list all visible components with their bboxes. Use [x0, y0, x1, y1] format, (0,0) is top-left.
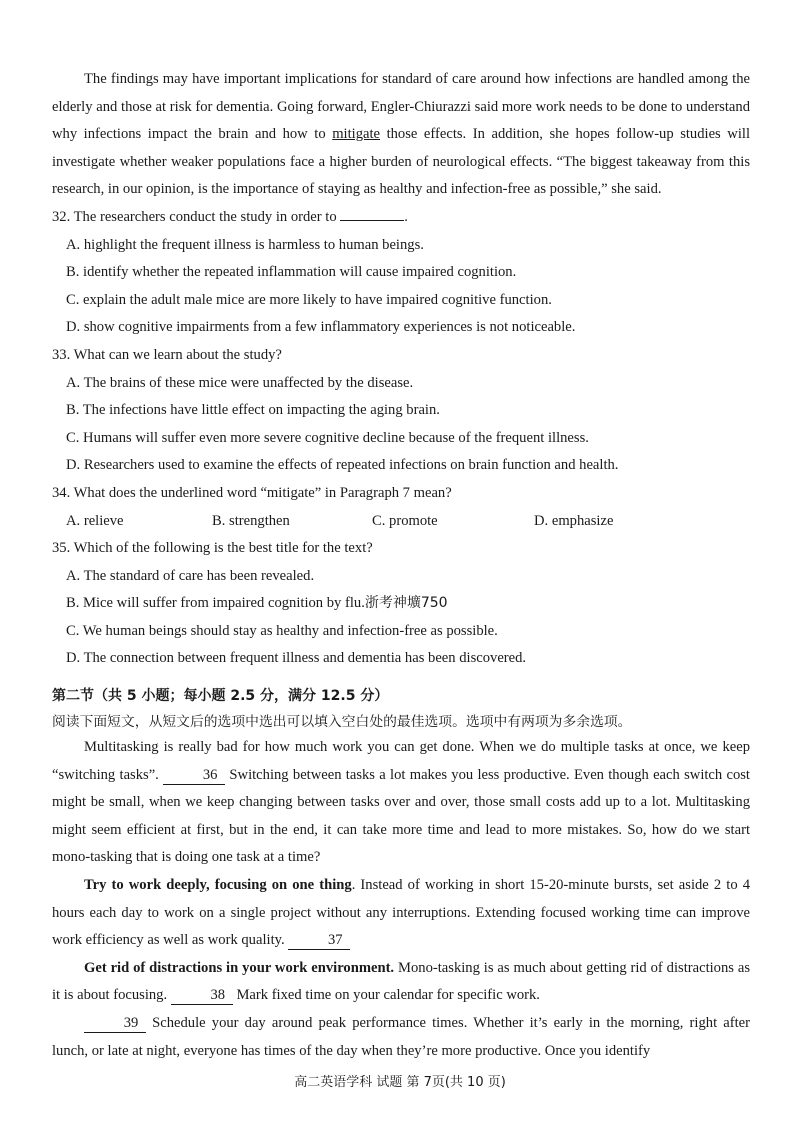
- passage2-paragraph-2: Try to work deeply, focusing on one thing. Instead of working in short 15-20-minute bursts, set aside 2 to 4 hours each day to work on a single project without any interruptions. Extending focused working time can improve work efficiency as well as work quality. 37: [52, 877, 751, 949]
- answer-blank: [340, 205, 404, 221]
- blank-37: 37: [288, 931, 350, 950]
- question-33-option-b: B. The infections have little effect on impacting the aging brain.: [66, 402, 440, 419]
- question-35-option-c: C. We human beings should stay as healthy and infection-free as possible.: [66, 622, 498, 639]
- question-33-option-a: A. The brains of these mice were unaffected by the disease.: [66, 374, 414, 391]
- section-instruction: 阅读下面短文，从短文后的选项中选出可以填入空白处的最佳选项。选项中有两项为多余选项。: [52, 714, 632, 731]
- passage-text-part2: those effects. In addition, she hopes follow-up studies will investigate whether weaker populations face a higher burden of neurological effects. “The biggest takeaway from this research, in our opinion, is the importance of staying as healthy and infection-free as possible,” she said.: [52, 126, 750, 198]
- question-32-option-a: A. highlight the frequent illness is harmless to human beings.: [66, 236, 424, 253]
- blank-36: 36: [163, 766, 225, 785]
- paragraph-2-heading: Try to work deeply, focusing on one thing: [84, 877, 352, 894]
- passage2-paragraph-4: 39 Schedule your day around peak performance times. Whether it’s early in the morning, right after lunch, or late at night, everyone has times of the day when they’re more productive. Once you identify: [52, 1015, 750, 1059]
- question-32-option-b: B. identify whether the repeated inflammation will cause impaired cognition.: [66, 264, 517, 281]
- question-32-stem: 32. The researchers conduct the study in order to .: [52, 204, 750, 232]
- question-34-option-a: A. relieve: [66, 512, 124, 529]
- section-heading: 第二节（共 5 小题；每小题 2.5 分，满分 12.5 分）: [52, 688, 389, 705]
- question-34-option-b: B. strengthen: [212, 512, 290, 529]
- blank-38: 38: [171, 986, 233, 1005]
- blank-39: 39: [84, 1014, 146, 1033]
- watermark-text: 浙考神壙750: [364, 595, 448, 612]
- question-34-option-c: C. promote: [372, 512, 438, 529]
- page-footer: 高二英语学科 试题 第 7页(共 10 页): [294, 1075, 506, 1090]
- question-34-option-d: D. emphasize: [534, 512, 614, 529]
- passage2-paragraph-3: Get rid of distractions in your work environment. Mono-tasking is as much about getting rid of distractions as it is about focusing. 38 Mark fixed time on your calendar for specific work.: [52, 959, 751, 1004]
- exam-page: [52, 66, 750, 1065]
- question-34-stem: 34. What does the underlined word “mitigate” in Paragraph 7 mean?: [52, 484, 452, 501]
- passage2-paragraph-1: Multitasking is really bad for how much work you can get done. When we do multiple tasks at once, we keep “switching tasks”. 36 Switching between tasks a lot makes you less productive. Even though each switch cost might be small, when we keep changing between tasks over and over, those small costs add up to a lot. Multitasking might seem efficient at first, but in the end, it can take more time and lead to more mistakes. So, how do we start mono-tasking that is doing one task at a time?: [52, 739, 750, 866]
- question-33-option-d: D. Researchers used to examine the effects of repeated infections on brain function and health.: [66, 457, 619, 474]
- question-32-option-d: D. show cognitive impairments from a few inflammatory experiences is not noticeable.: [66, 319, 576, 336]
- passage-final-paragraph: [52, 66, 750, 204]
- question-32-option-c: C. explain the adult male mice are more likely to have impaired cognitive function.: [66, 291, 552, 308]
- question-35-option-d: D. The connection between frequent illness and dementia has been discovered.: [66, 650, 527, 667]
- underlined-word: mitigate: [332, 126, 381, 143]
- question-33-option-c: C. Humans will suffer even more severe cognitive decline because of the frequent illness.: [66, 429, 589, 446]
- passage-text-part1: The findings may have important implications for standard of care around how infections are handled among the elderly and those at risk for dementia. Going forward, Engler-Chiurazzi said more work needs to be done to understand why infections impact the brain and how to: [52, 71, 750, 143]
- question-35-option-a: A. The standard of care has been revealed.: [66, 567, 315, 584]
- question-35-stem: 35. Which of the following is the best title for the text?: [52, 540, 373, 557]
- question-34-options: [66, 508, 750, 536]
- question-33-stem: 33. What can we learn about the study?: [52, 346, 282, 363]
- question-35-option-b: B. Mice will suffer from impaired cognition by flu.浙考神壙750: [66, 595, 448, 612]
- paragraph-3-heading: Get rid of distractions in your work environment.: [84, 959, 395, 976]
